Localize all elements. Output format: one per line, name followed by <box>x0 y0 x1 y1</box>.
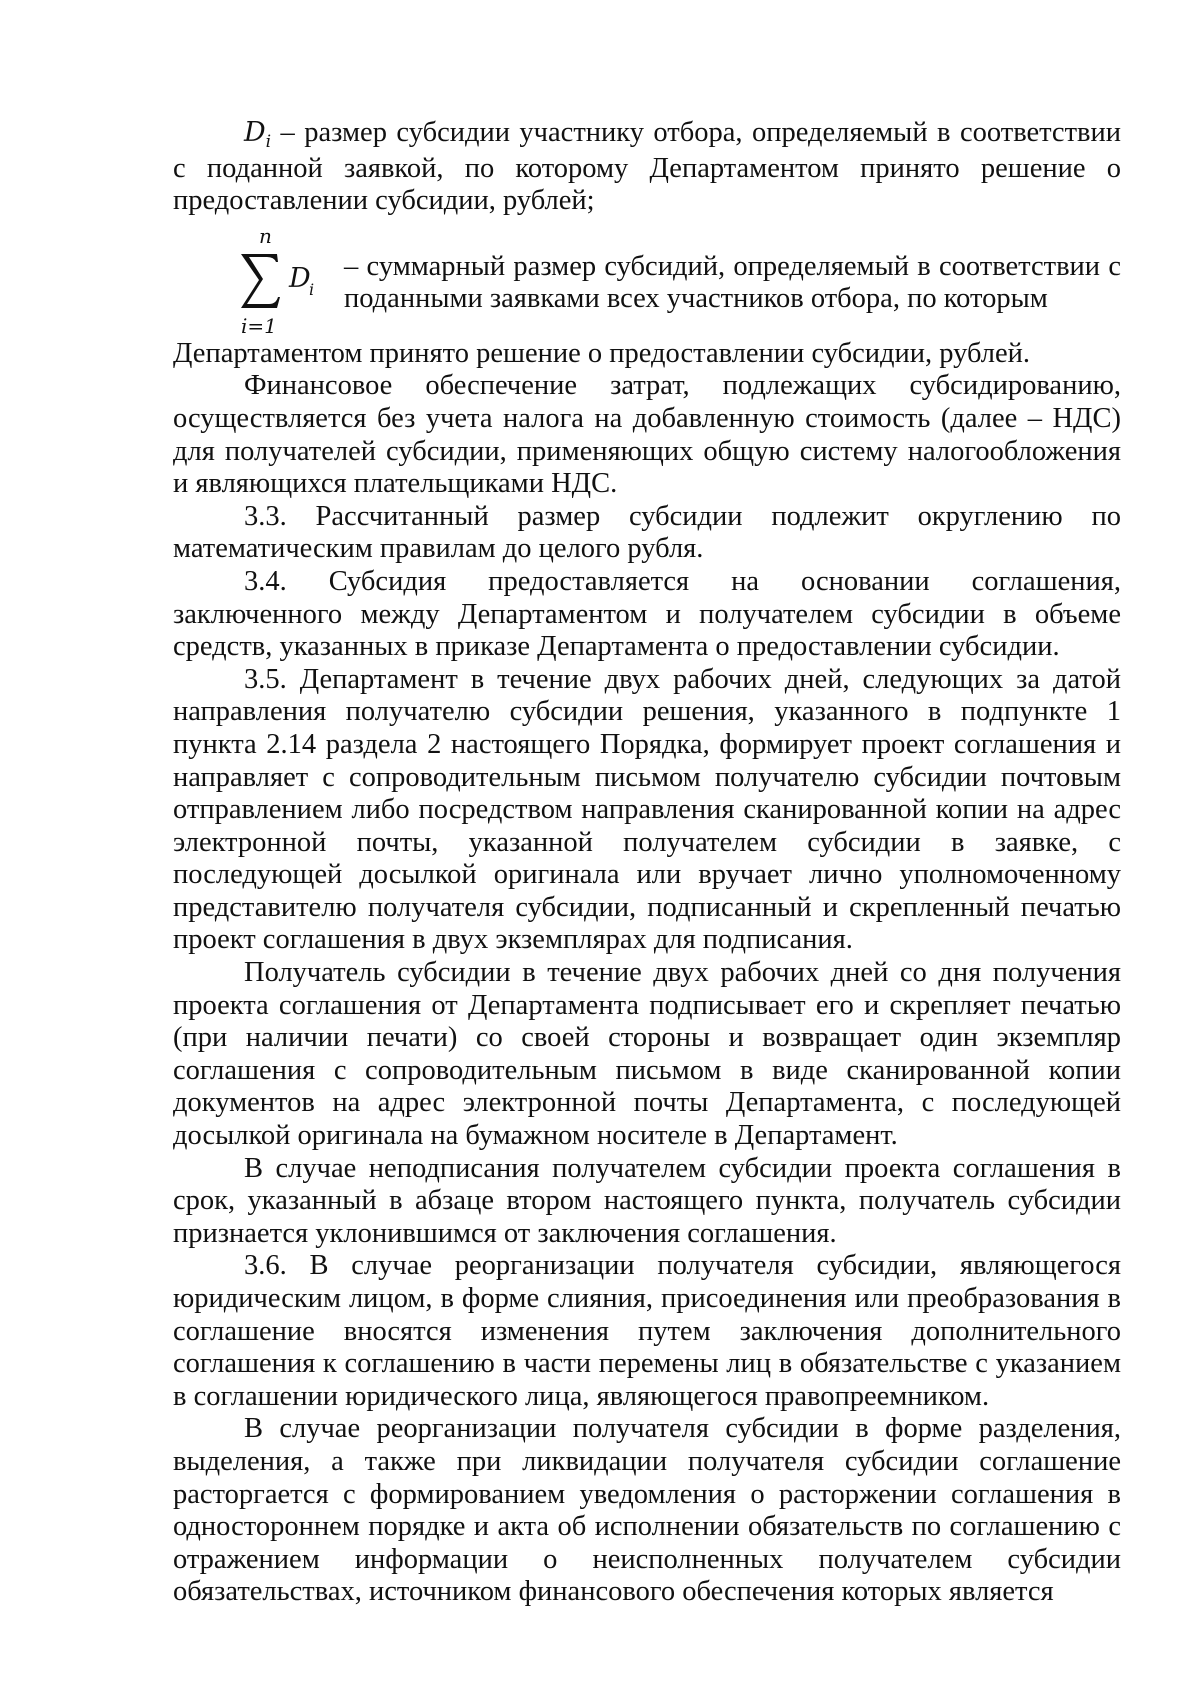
d-definition-text: – размер субсидии участнику отбора, определяемый в соответствии с поданной заявкой, по которому Департаментом принято решение о предоставлении субсидии, рублей; <box>173 117 1121 217</box>
paragraph-reorganization: В случае реорганизации получателя субсидии в форме разделения, выделения, а также при ликвидации получателя субсидии соглашение расторгается с формированием уведомления о расторжении соглашения в одностороннем порядке и акта об исполнении обязательств по соглашению с отражением информации о неисполненных получателем субсидии обязательствах, источником финансового обеспечения которых является <box>173 1413 1121 1608</box>
sum-upper-limit: n <box>259 223 272 248</box>
paragraph-d-definition <box>173 117 1121 218</box>
formula-d-symbol: D <box>244 117 266 148</box>
paragraph-3-5: 3.5. Департамент в течение двух рабочих дней, следующих за датой направления получателю субсидии решения, указанного в подпункте 1 пункта 2.14 раздела 2 настоящего Порядка, формирует проект соглашения и направляет с сопроводительным письмом получателю субсидии почтовым отправлением либо посредством направления сканированной копии на адрес электронной почты, указанной получателем субсидии в заявке, с последующей досылкой оригинала или вручает лично уполномоченному представителю получателя субсидии, подписанный и скрепленный печатью проект соглашения в двух экземплярах для подписания. <box>173 663 1121 956</box>
paragraph-financing: Финансовое обеспечение затрат, подлежащих субсидированию, осуществляется без учета налога на добавленную стоимость (далее – НДС) для получателей субсидии, применяющих общую систему налогообложения и являющихся плательщиками НДС. <box>173 370 1121 500</box>
sigma-glyph <box>241 254 280 308</box>
paragraph-3-3: 3.3. Рассчитанный размер субсидии подлежит округлению по математическим правилам до целого рубля. <box>173 500 1121 565</box>
formula-d <box>244 117 272 152</box>
sum-variable-subscript: i <box>309 279 315 299</box>
sum-description <box>344 251 1121 316</box>
sum-description-continuation: Департаментом принято решение о предоставлении субсидии, рублей. <box>173 337 1031 369</box>
sum-formula <box>237 224 333 338</box>
sum-variable: D <box>289 262 311 294</box>
document-body <box>173 117 1121 1609</box>
paragraph-recipient-signing: Получатель субсидии в течение двух рабочих дней со дня получения проекта соглашения от Департамента подписывает его и скрепляет печатью (при наличии печати) со своей стороны и возвращает один экземпляр соглашения с сопроводительным письмом в виде сканированной копии документов на адрес электронной почты Департамента, с последующей досылкой оригинала на бумажном носителе в Департамент. <box>173 957 1121 1152</box>
paragraph-3-6: 3.6. В случае реорганизации получателя субсидии, являющегося юридическим лицом, в форме слияния, присоединения или преобразования в соглашение вносятся изменения путем заключения дополнительного соглашения к соглашению в части перемены лиц в обязательстве с указанием в соглашении юридического лица, являющегося правопреемником. <box>173 1250 1121 1412</box>
paragraph-3-4: 3.4. Субсидия предоставляется на основании соглашения, заключенного между Департаментом и получателем субсидии в объеме средств, указанных в приказе Департамента о предоставлении субсидии. <box>173 565 1121 663</box>
formula-d-subscript: i <box>265 132 272 152</box>
sum-lower-limit: i=1 <box>241 313 277 338</box>
sum-description-text: – суммарный размер субсидий, определяемый в соответствии с поданными заявками всех участников отбора, по которым <box>344 250 1121 315</box>
paragraph-unsigned: В случае неподписания получателем субсидии проекта соглашения в срок, указанный в абзаце втором настоящего пункта, получатель субсидии признается уклонившимся от заключения соглашения. <box>173 1152 1121 1249</box>
sum-definition-block <box>173 218 1121 338</box>
